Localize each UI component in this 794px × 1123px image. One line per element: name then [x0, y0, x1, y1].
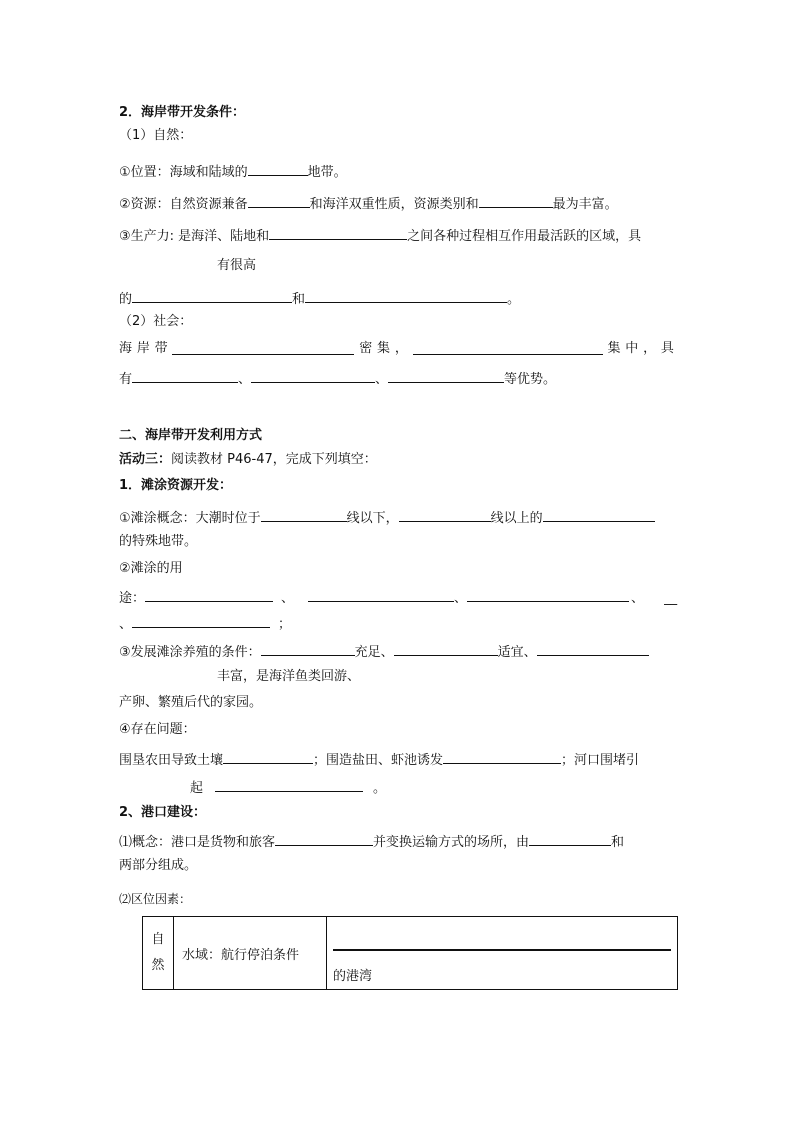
blank-problem-2[interactable] — [443, 749, 561, 764]
blank-tidal-2[interactable] — [399, 507, 491, 522]
harbor-text: 的港湾 — [333, 969, 373, 984]
productivity-cont: 有很高 — [217, 258, 257, 273]
blank-productivity-3[interactable] — [305, 288, 507, 303]
tidal-farming-cont-2: 产卵、繁殖后代的家园。 — [119, 695, 263, 710]
blank-farming-3[interactable] — [537, 641, 649, 656]
blank-social-1[interactable] — [172, 340, 354, 355]
tidal-use-label: ②滩涂的用 — [119, 561, 183, 576]
port-concept-cont: 两部分组成。 — [119, 858, 198, 873]
problem-label: ④存在问题： — [119, 722, 196, 737]
blank-use-1[interactable] — [145, 587, 273, 602]
answer-line — [333, 949, 671, 951]
answer-cell[interactable] — [327, 917, 678, 990]
blank-tidal-3[interactable] — [543, 507, 655, 522]
blank-use-2[interactable] — [308, 587, 454, 602]
social-label: （2）社会： — [119, 314, 193, 329]
tidal-farming-cont: 丰富，是海洋鱼类回游、 — [217, 669, 361, 684]
blank-resource-2[interactable] — [479, 193, 553, 208]
table-row — [143, 917, 678, 990]
section-title-conditions: 2．海岸带开发条件： — [119, 105, 246, 120]
blank-social-4[interactable] — [251, 368, 375, 383]
blank-productivity[interactable] — [269, 225, 407, 240]
blank-social-3[interactable] — [132, 368, 238, 383]
tidal-concept-cont: 的特殊地带。 — [119, 534, 198, 549]
problem-line-2: 起 。 — [190, 777, 386, 798]
tidal-use-line: 途： 、 、 、 __ — [119, 587, 677, 608]
productivity-line: ③生产力: 是海洋、陆地和 之间各种过程相互作用最活跃的区域，具 — [119, 225, 641, 246]
tidal-use-line-2: 、 ； — [119, 613, 291, 634]
part-two-title: 二、海岸带开发利用方式 — [119, 428, 263, 443]
blank-port-1[interactable] — [275, 831, 373, 846]
social-line-1: 海 岸 带 密 集 ， 集 中 ， 具 — [119, 341, 674, 356]
social-line-2: 有 、 、 等优势。 — [119, 368, 556, 389]
activity-line: 活动三：阅读教材 P46-47，完成下列填空： — [119, 452, 377, 467]
blank-problem-1[interactable] — [223, 749, 313, 764]
blank-resource-1[interactable] — [248, 193, 310, 208]
tidal-title: 1．滩涂资源开发： — [119, 478, 233, 493]
location-factors-table — [142, 916, 678, 990]
location-factors-label: ⑵区位因素： — [119, 892, 192, 906]
blank-tidal-1[interactable] — [261, 507, 347, 522]
resource-line: ②资源：自然资源兼备 和海洋双重性质，资源类别和 最为丰富。 — [119, 193, 618, 214]
blank-farming-1[interactable] — [261, 641, 355, 656]
blank-problem-3[interactable] — [215, 777, 363, 792]
port-concept-line: ⑴概念：港口是货物和旅客 并变换运输方式的场所，由 和 — [119, 831, 624, 852]
natural-cell: 自 然 — [143, 917, 174, 990]
blank-productivity-2[interactable] — [132, 288, 292, 303]
blank-location[interactable] — [248, 161, 308, 176]
location-line: ①位置：海域和陆域的 地带。 — [119, 161, 347, 182]
blank-use-3[interactable] — [467, 587, 629, 602]
blank-farming-2[interactable] — [394, 641, 498, 656]
tidal-concept-line: ①滩涂概念：大潮时位于 线以下， 线以上的 — [119, 507, 655, 528]
natural-label: （1）自然： — [119, 128, 193, 143]
problem-line: 围垦农田导致土壤 ；围造盐田、虾池诱发 ；河口围堵引 — [119, 749, 639, 770]
blank-use-4[interactable] — [132, 613, 270, 628]
water-area-cell: 水域：航行停泊条件 — [174, 917, 327, 990]
blank-port-2[interactable] — [529, 831, 611, 846]
productivity-line-2: 的 和 。 — [119, 288, 520, 309]
port-title: 2、港口建设： — [119, 805, 207, 820]
blank-social-5[interactable] — [388, 368, 504, 383]
tidal-farming-line: ③发展滩涂养殖的条件： 充足、 适宜、 — [119, 641, 649, 662]
blank-social-2[interactable] — [413, 340, 603, 355]
